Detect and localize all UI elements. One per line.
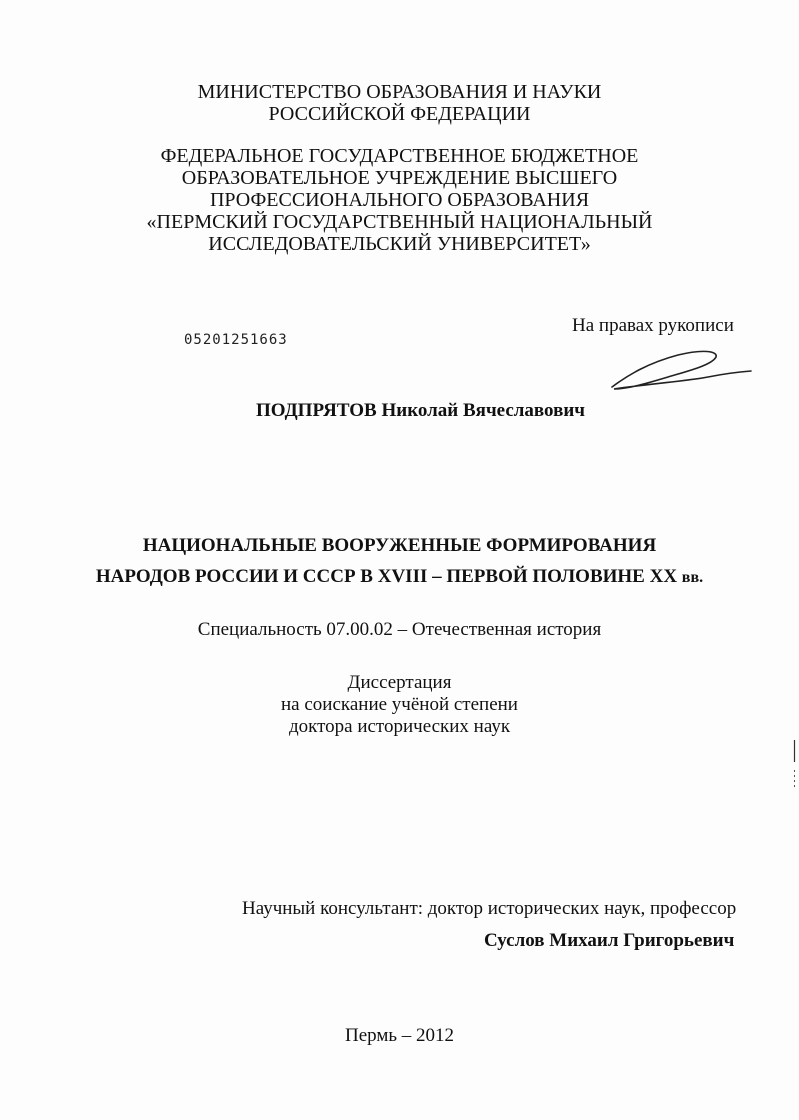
institution-line-3: ПРОФЕССИОНАЛЬНОГО ОБРАЗОВАНИЯ (209, 189, 590, 211)
ministry-line-1: МИНИСТЕРСТВО ОБРАЗОВАНИЯ И НАУКИ (197, 81, 602, 103)
author-surname: ПОДПРЯТОВ (256, 400, 377, 421)
consultant-label: Научный консультант: доктор исторических наук, профессор (242, 898, 737, 919)
dissertation-line-3: доктора исторических наук (288, 716, 511, 737)
dissertation-line-1: Диссертация (347, 672, 452, 693)
thesis-title-line-1: НАЦИОНАЛЬНЫЕ ВООРУЖЕННЫЕ ФОРМИРОВАНИЯ (142, 535, 657, 556)
city-year: Пермь – 2012 (344, 1025, 455, 1046)
scan-edge-mark (793, 740, 796, 790)
dissertation-block (0, 672, 799, 738)
dissertation-line-2: на соискание учёной степени (281, 694, 518, 715)
author (256, 400, 585, 422)
consultant-name: Суслов Михаил Григорьевич (484, 930, 735, 951)
ministry-line-2: РОССИЙСКОЙ ФЕДЕРАЦИИ (268, 103, 531, 125)
institution-line-5: ИССЛЕДОВАТЕЛЬСКИЙ УНИВЕРСИТЕТ» (208, 233, 591, 255)
institution-line-1: ФЕДЕРАЛЬНОЕ ГОСУДАРСТВЕННОЕ БЮДЖЕТНОЕ (160, 145, 639, 167)
specialty: Специальность 07.00.02 – Отечественная история (197, 619, 602, 640)
institution-header (0, 145, 799, 255)
thesis-title-line-2-suffix: вв. (681, 569, 704, 586)
institution-line-4: «ПЕРМСКИЙ ГОСУДАРСТВЕННЫЙ НАЦИОНАЛЬНЫЙ (146, 211, 653, 233)
thesis-title-line-2 (0, 566, 799, 588)
institution-line-2: ОБРАЗОВАТЕЛЬНОЕ УЧРЕЖДЕНИЕ ВЫСШЕГО (181, 167, 618, 189)
author-name: Николай Вячеславович (381, 400, 586, 421)
thesis-title-line-2-main: НАРОДОВ РОССИИ И СССР В XVIII – ПЕРВОЙ ПОЛОВИНЕ XX (95, 566, 678, 587)
manuscript-note: На правах рукописи (572, 315, 734, 336)
ministry-header (0, 81, 799, 125)
signature-icon (608, 345, 753, 393)
archive-number: 05201251663 (184, 332, 288, 348)
